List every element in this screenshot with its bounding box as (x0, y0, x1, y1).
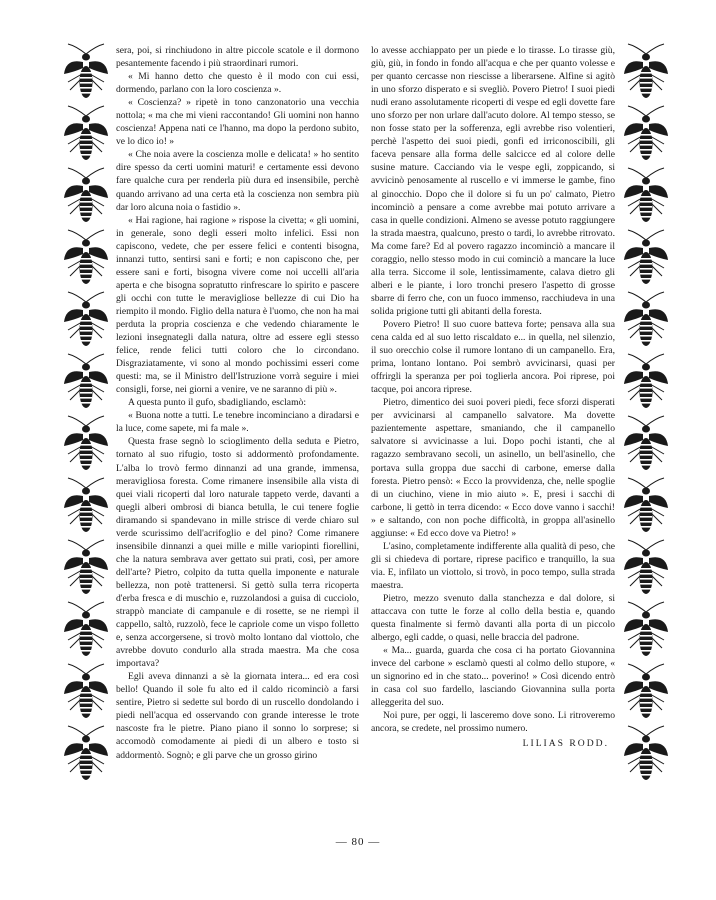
paragraph: « Buona notte a tutti. Le tenebre incominciano a diradarsi e la luce, come sapete, mi fa male ». (116, 410, 359, 435)
insect-ornament (64, 478, 108, 532)
text-column-right (371, 44, 615, 751)
paragraph: Questa frase segnò lo scioglimento della seduta e Pietro, tornato al suo rifugio, tosto si addormentò profondamente. L'alba lo trovò fermo dinnanzi ad una grande, immensa, meravigliosa foresta. Come rimanere insensibile alla vista di quei viali ricoperti dal loro naturale tappeto verde, davanti a quegli alberi ombrosi di bianca betulla, le cui tenere foglie diramando si spandevano in mille strisce di verde chiaro sul verde scurissimo dell'acrifoglio e del pino? Come rimanere insensibile dinnanzi a quei mille e mille variopinti fiorellini, che la natura sembrava aver gettato sui prati, così, per amore dell'arte? Pietro, colpito da tutta quella imponente e naturale bellezza, non potè trattenersi. Si gettò sulla terra ricoperta d'erba fresca e di muschio e, ruzzolandosi a guisa di cucciolo, strappò manciate di campanule e di rosette, se ne riempì il cappello, saltò, ruzzolò, fece le capriole come un vispo folletto e, senza accorgersene, si trovò molto lontano dal viottolo, che avrebbe dovuto condurlo alla strada maestra. Ma che cosa importava? (116, 436, 359, 670)
paragraph: « Ma... guarda, guarda che cosa ci ha portato Giovannina invece del carbone » esclamò questi al colmo dello stupore, « un signorino ed in che stato... poverino! » Così dicendo entrò in casa col suo fardello, lasciando Giovannina sulla porta alleggerita del suo. (371, 645, 615, 709)
insect-ornament (624, 664, 668, 718)
insect-ornament (624, 540, 668, 594)
paragraph: Egli aveva dinnanzi a sè la giornata intera... ed era così bello! Quando il sole fu alto ed il caldo ricominciò a farsi sentire, Pietro si sedette sul bordo di un ruscello dondolando i piedi nell'acqua ed osservando con grande interesse le trote nascoste fra le pietre. Piano piano il sonno lo sorprese; si accomodò comodamente ai piedi di un albero e tosto si addormentò. Sognò; e gli parve che un grosso girino (116, 671, 359, 761)
paragraph: « Coscienza? » ripetè in tono canzonatorio una vecchia nottola; « ma che mi vieni raccontando! Gli uomini non hanno coscienza! Appena nati ce l'hanno, ma dopo la perdono subito, ve lo dico io! » (116, 97, 359, 148)
insect-ornament (624, 416, 668, 470)
insect-ornament (64, 292, 108, 346)
paragraph: A questa punto il gufo, sbadigliando, esclamò: (128, 397, 306, 409)
paragraph: « Che noia avere la coscienza molle e delicata! » ho sentito dire spesso da certi uomini maturi! e certamente essi devono fare qualche cura per renderla più dura ed insensibile, perchè quando arrivano ad una certa età la coscienza non sembra più dar loro alcuna noia o fastidio ». (116, 149, 359, 213)
insect-ornament (64, 540, 108, 594)
author-signature: LILIAS RODD. (522, 738, 609, 750)
insect-ornament (64, 726, 108, 780)
left-decorative-border (62, 40, 110, 825)
insect-ornament (624, 230, 668, 284)
page-number: — 80 — (335, 836, 381, 848)
paragraph: Noi pure, per oggi, li lasceremo dove sono. Li ritroveremo ancora, se credete, nel prossimo numero. (371, 710, 615, 735)
right-decorative-border (622, 40, 670, 825)
insect-ornament (64, 664, 108, 718)
ornament-frieze-left (62, 40, 110, 825)
paragraph: L'asino, completamente indifferente alla qualità di peso, che gli si chiedeva di portare, riprese pacifico e tranquillo, la sua via. E, infilato un viottolo, si trovò, in poco tempo, sulla strada maestra. (371, 540, 615, 591)
paragraph: Pietro, mezzo svenuto dalla stanchezza e dal dolore, si attaccava con tutte le forze al collo della bestia e, quando questa finalmente si fermò davanti alla porta di un piccolo albergo, egli cadde, o quasi, nelle braccia del padrone. (371, 592, 615, 644)
paragraph: sera, poi, si rinchiudono in altre piccole scatole e il dormono pesantemente facendo i più straordinari rumori. (116, 45, 359, 70)
insect-ornament (64, 354, 108, 408)
paragraph: Pietro, dimentico dei suoi poveri piedi, fece sforzi disperati per avvicinarsi al campanello salvatore. Ma dovette pazientemente aspettare, smaniando, che il campanello salvatore si avvicinasse a lui. Dopo pochi istanti, che al ragazzo sembravano secoli, un asinello, un bell'asinello, che portava sulla groppa due sacchi di carbone, emerse dalla foresta. Pietro pensò: « Ecco la provvidenza, che, nelle spoglie di un ciuchino, viene in mio aiuto ». E, presi i sacchi di carbone, li gettò in terra dicendo: « Ecco dove vanno i sacchi! » e saltando, con non poche difficoltà, in groppa all'asinello aggiunse: « Ed ecco dove va Pietro! » (371, 397, 615, 539)
insect-ornament (64, 416, 108, 470)
paragraph: « Mi hanno detto che questo è il modo con cui essi, dormendo, parlano con la loro coscienza ». (116, 71, 359, 96)
insect-ornament (64, 602, 108, 656)
insect-ornament (624, 44, 668, 98)
ornament-frieze-right (622, 40, 670, 825)
insect-ornament (624, 106, 668, 160)
insect-ornament (64, 230, 108, 284)
insect-ornament (624, 168, 668, 222)
text-column-left (116, 44, 359, 762)
insect-ornament (624, 478, 668, 532)
insect-ornament (64, 44, 108, 98)
paragraph: « Hai ragione, hai ragione » rispose la civetta; « gli uomini, in generale, sono degli esseri molto infelici. Essi non capiscono, vedete, che per essere felici e contenti bisogna, innanzi tutto, sentirsi sani e forti; e non capiscono che, per essere sani e forti, bisogna vivere come noi uccelli all'aria aperta e che bisogna sopratutto rinfrescare lo spirito e pascere gli occhi con tutte le meravigliose bellezze di cui Dio ha riempito il mondo. Figlio della natura è l'uomo, che non ha mai perduta la propria coscienza e che vedendo chiaramente le lezioni insegnategli dalla natura, oltre ad essere egli stesso felice, rende felici tutti coloro che lo circondano. Disgraziatamente, vi sono al mondo pochissimi esseri come questi: ma, se il Ministro dell'Istruzione vorrà seguire i miei consigli, forse, nei giorni a venire, ve ne saranno di più ». (116, 214, 359, 396)
paragraph: lo avesse acchiappato per un piede e lo tirasse. Lo tirasse giù, giù, giù, in fondo in fondo all'acqua e che per quanto volesse e per quanto cercasse non riescisse a liberarsene. Alfine si agitò in uno sforzo disperato e si svegliò. Povero Pietro! I suoi piedi nudi erano assolutamente ricoperti di vespe ed egli dovette fare uno sforzo per non urlare dall'acuto dolore. Al tempo stesso, se non fosse stato per la sofferenza, egli avrebbe riso volentieri, perchè l'aspetto dei suoi piedi, gonfi ed irriconoscibili, gli faceva pensare alla forma delle salcicce ed al colore delle susine mature. Cacciando via le vespe egli, zoppicando, si avvicinò penosamente al ruscello e vi immerse le gambe, fino al ginocchio. Dopo che il dolore si fu un po' calmato, Pietro incominciò a pensare a come avrebbe mai potuto arrivare a casa in quelle condizioni. Almeno se avesse potuto raggiungere la strada maestra, qualcuno, presto o tardi, lo avrebbe ritrovato. Ma come fare? Ed al povero ragazzo incominciò a mancare il coraggio, nello stesso modo in cui cominciò a mancare la luce alla terra. Siccome il sole, lentissimamente, calava dietro gli alberi e le piante, i loro tronchi presero l'aspetto di grosse sbarre di ferro che, con un fuoco immenso, racchiudeva in una solida prigione tutti gli abitanti della foresta. (371, 45, 615, 317)
insect-ornament (624, 602, 668, 656)
insect-ornament (624, 354, 668, 408)
insect-ornament (64, 106, 108, 160)
insect-ornament (64, 168, 108, 222)
paragraph: Povero Pietro! Il suo cuore batteva forte; pensava alla sua cena calda ed al suo letto riscaldato e... in quella, nel silenzio, il suo orecchio colse il rumore lontano di un campanello. Era, prima, lontano lontano. Poi sembrò avvicinarsi, quasi per offrirgli la speranza per poi toglierla ancora. Poi riprese, poi tacque, poi ancora riprese. (371, 318, 615, 396)
insect-ornament (624, 292, 668, 346)
insect-ornament (624, 726, 668, 780)
